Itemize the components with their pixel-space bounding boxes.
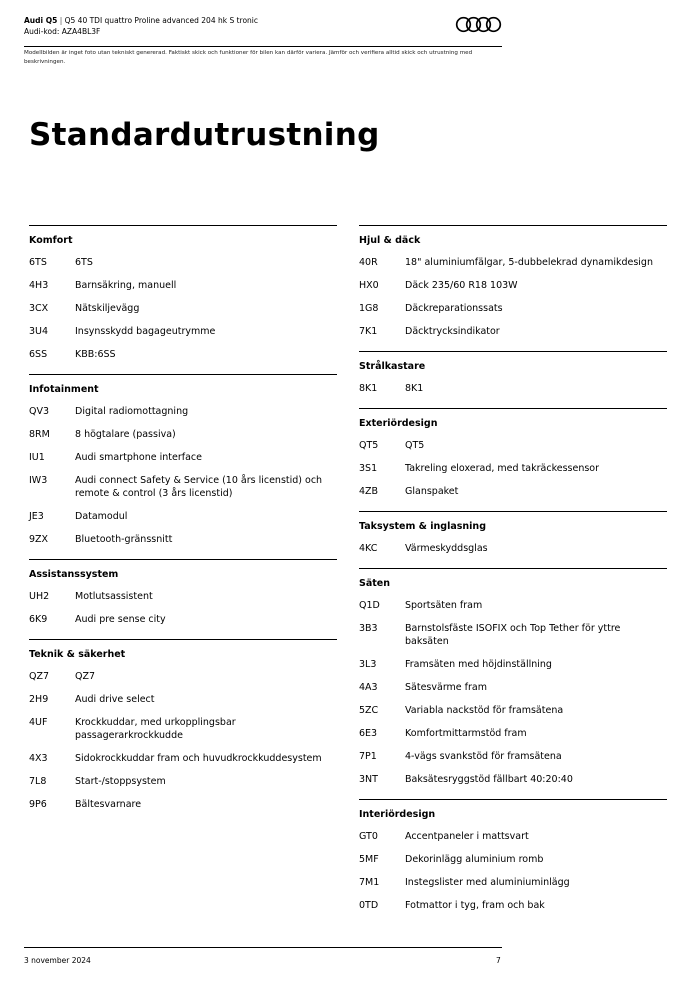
- equipment-code: 2H9: [29, 694, 49, 705]
- equipment-description: Komfortmittarmstöd fram: [405, 728, 527, 739]
- equipment-code: 4H3: [29, 280, 49, 291]
- document-header: [24, 15, 502, 37]
- equipment-code: 7P1: [359, 751, 377, 762]
- equipment-code: 7K1: [359, 326, 378, 337]
- audi-code-label: Audi-kod:: [24, 27, 60, 36]
- equipment-item: [359, 594, 667, 617]
- equipment-item: [29, 770, 337, 793]
- equipment-code: 0TD: [359, 900, 379, 911]
- equipment-code: 7L8: [29, 776, 47, 787]
- equipment-item: [29, 608, 337, 631]
- section-title: Hjul & däck: [359, 235, 421, 246]
- section-title: Säten: [359, 578, 391, 589]
- equipment-code: HX0: [359, 280, 379, 291]
- equipment-item: [29, 343, 337, 366]
- page-number: 7: [496, 956, 501, 965]
- equipment-code: 7M1: [359, 877, 380, 888]
- equipment-code: 5MF: [359, 854, 379, 865]
- equipment-description: Sportsäten fram: [405, 600, 483, 611]
- equipment-description: Dekorinlägg aluminium romb: [405, 854, 544, 865]
- equipment-description: Sidokrockkuddar fram och huvudkrockkuddesystem: [75, 753, 322, 764]
- section-assistanssystem: [29, 559, 337, 631]
- equipment-item: [29, 688, 337, 711]
- equipment-code: QV3: [29, 406, 50, 417]
- equipment-description: 4-vägs svankstöd för framsätena: [405, 751, 562, 762]
- equipment-item: [359, 768, 667, 791]
- section-interiördesign: [359, 799, 667, 917]
- section-säten: [359, 568, 667, 791]
- equipment-description: Baksätesryggstöd fällbart 40:20:40: [405, 774, 573, 785]
- equipment-item: [29, 469, 337, 505]
- equipment-item: [29, 274, 337, 297]
- equipment-description: Variabla nackstöd för framsätena: [405, 705, 564, 716]
- model-line: [24, 15, 502, 26]
- section-title: Infotainment: [29, 384, 99, 395]
- equipment-description: Digital radiomottagning: [75, 406, 189, 417]
- equipment-item: [29, 297, 337, 320]
- equipment-code: 6TS: [29, 257, 47, 268]
- equipment-code: 6K9: [29, 614, 48, 625]
- equipment-item: [29, 446, 337, 469]
- equipment-code: 8K1: [359, 383, 378, 394]
- section-strålkastare: [359, 351, 667, 400]
- equipment-item: [29, 400, 337, 423]
- equipment-description: Fotmattor i tyg, fram och bak: [405, 900, 545, 911]
- equipment-item: [359, 722, 667, 745]
- section-title: Taksystem & inglasning: [359, 521, 486, 532]
- equipment-description: Barnstolsfäste ISOFIX och Top Tether för yttre baksäten: [405, 623, 621, 647]
- equipment-code: 4KC: [359, 543, 378, 554]
- section-taksystem-och-inglasning: [359, 511, 667, 560]
- header-divider: [24, 46, 502, 47]
- equipment-description: Motlutsassistent: [75, 591, 153, 602]
- disclaimer-text: Modellbilden är inget foto utan tekniskt genererad. Faktiskt skick och funktioner för bilen kan därför variera. Jämför och verifiera alltid skick och utrustning med beskrivningen.: [24, 50, 473, 65]
- model-name: Audi Q5: [24, 16, 58, 25]
- equipment-item: [359, 871, 667, 894]
- header-separator: |: [59, 16, 63, 25]
- equipment-item: [359, 251, 667, 274]
- section-title: Teknik & säkerhet: [29, 649, 126, 660]
- equipment-description: QZ7: [75, 671, 96, 682]
- equipment-code: 9P6: [29, 799, 47, 810]
- equipment-description: Audi drive select: [75, 694, 155, 705]
- equipment-description: Nätskiljevägg: [75, 303, 140, 314]
- equipment-description: Instegslister med aluminiuminlägg: [405, 877, 570, 888]
- equipment-code: QT5: [359, 440, 379, 451]
- equipment-code: 4ZB: [359, 486, 379, 497]
- equipment-item: [359, 848, 667, 871]
- equipment-description: Däckreparationssats: [405, 303, 503, 314]
- section-title: Exteriördesign: [359, 418, 438, 429]
- section-title: Interiördesign: [359, 809, 436, 820]
- equipment-code: Q1D: [359, 600, 380, 611]
- equipment-item: [29, 665, 337, 688]
- equipment-code: GT0: [359, 831, 378, 842]
- equipment-item: [29, 320, 337, 343]
- section-hjul-och-däck: [359, 225, 667, 343]
- section-title: Assistanssystem: [29, 569, 119, 580]
- equipment-item: [29, 747, 337, 770]
- equipment-description: KBB:6SS: [75, 349, 116, 360]
- equipment-code: 3U4: [29, 326, 49, 337]
- equipment-description: Datamodul: [75, 511, 128, 522]
- equipment-code: 5ZC: [359, 705, 379, 716]
- equipment-description: Framsäten med höjdinställning: [405, 659, 552, 670]
- section-infotainment: [29, 374, 337, 551]
- audi-rings-logo-icon: [455, 16, 502, 33]
- equipment-code: 4A3: [359, 682, 378, 693]
- equipment-item: [359, 297, 667, 320]
- equipment-item: [29, 251, 337, 274]
- section-title: Strålkastare: [359, 361, 426, 372]
- equipment-description: 8 högtalare (passiva): [75, 429, 176, 440]
- equipment-code: 3L3: [359, 659, 377, 670]
- equipment-item: [29, 585, 337, 608]
- equipment-item: [359, 274, 667, 297]
- equipment-code: 6E3: [359, 728, 378, 739]
- equipment-code: QZ7: [29, 671, 50, 682]
- equipment-item: [359, 825, 667, 848]
- equipment-item: [359, 457, 667, 480]
- equipment-item: [359, 434, 667, 457]
- equipment-code: 6SS: [29, 349, 48, 360]
- left-column: [29, 225, 337, 824]
- equipment-item: [29, 423, 337, 446]
- equipment-description: Barnsäkring, manuell: [75, 280, 177, 291]
- equipment-description: Audi smartphone interface: [75, 452, 202, 463]
- equipment-description: QT5: [405, 440, 425, 451]
- equipment-description: Takreling eloxerad, med takräckessensor: [405, 463, 600, 474]
- equipment-description: Bluetooth-gränssnitt: [75, 534, 173, 545]
- right-column: [359, 225, 667, 925]
- equipment-item: [359, 480, 667, 503]
- equipment-description: Accentpaneler i mattsvart: [405, 831, 529, 842]
- equipment-code: JE3: [29, 511, 44, 522]
- equipment-description: 8K1: [405, 383, 424, 394]
- footer-date: 3 november 2024: [24, 956, 91, 965]
- model-variant: Q5 40 TDI quattro Proline advanced 204 hk S tronic: [64, 16, 259, 25]
- equipment-code: 3S1: [359, 463, 378, 474]
- section-exteriördesign: [359, 408, 667, 503]
- equipment-item: [29, 528, 337, 551]
- equipment-item: [359, 745, 667, 768]
- equipment-description: Bältesvarnare: [75, 799, 142, 810]
- equipment-description: 18" aluminiumfälgar, 5-dubbelekrad dynamikdesign: [405, 257, 653, 268]
- equipment-description: Start-/stoppsystem: [75, 776, 166, 787]
- equipment-item: [359, 894, 667, 917]
- audi-code-line: [24, 26, 502, 37]
- section-title: Komfort: [29, 235, 73, 246]
- equipment-code: 40R: [359, 257, 378, 268]
- equipment-description: Sätesvärme fram: [405, 682, 487, 693]
- equipment-description: Däck 235/60 R18 103W: [405, 280, 518, 291]
- audi-code-value: AZA4BL3F: [61, 27, 101, 36]
- equipment-code: 4X3: [29, 753, 48, 764]
- equipment-description: Däcktrycksindikator: [405, 326, 500, 337]
- equipment-code: 1G8: [359, 303, 379, 314]
- equipment-item: [29, 793, 337, 816]
- equipment-description: Värmeskyddsglas: [405, 543, 488, 554]
- equipment-description: Krockkuddar, med urkopplingsbar passagerarkrockkudde: [75, 717, 236, 741]
- equipment-code: IW3: [29, 475, 48, 486]
- equipment-item: [359, 320, 667, 343]
- equipment-description: 6TS: [75, 257, 93, 268]
- equipment-description: Glanspaket: [405, 486, 459, 497]
- equipment-item: [359, 377, 667, 400]
- equipment-item: [29, 505, 337, 528]
- equipment-code: IU1: [29, 452, 45, 463]
- footer-divider: [24, 947, 502, 948]
- equipment-item: [359, 676, 667, 699]
- section-komfort: [29, 225, 337, 366]
- equipment-description: Audi pre sense city: [75, 614, 166, 625]
- equipment-item: [359, 617, 667, 653]
- page-title: Standardutrustning: [29, 117, 380, 153]
- equipment-code: 3CX: [29, 303, 49, 314]
- equipment-code: UH2: [29, 591, 50, 602]
- equipment-code: 3NT: [359, 774, 378, 785]
- equipment-description: Audi connect Safety & Service (10 års licenstid) och remote & control (3 års licenstid): [75, 475, 323, 499]
- equipment-code: 3B3: [359, 623, 378, 634]
- equipment-item: [359, 653, 667, 676]
- equipment-description: Insynsskydd bagageutrymme: [75, 326, 216, 337]
- equipment-code: 9ZX: [29, 534, 49, 545]
- equipment-item: [29, 711, 337, 747]
- equipment-code: 8RM: [29, 429, 50, 440]
- equipment-code: 4UF: [29, 717, 48, 728]
- equipment-item: [359, 537, 667, 560]
- section-teknik-och-säkerhet: [29, 639, 337, 816]
- equipment-item: [359, 699, 667, 722]
